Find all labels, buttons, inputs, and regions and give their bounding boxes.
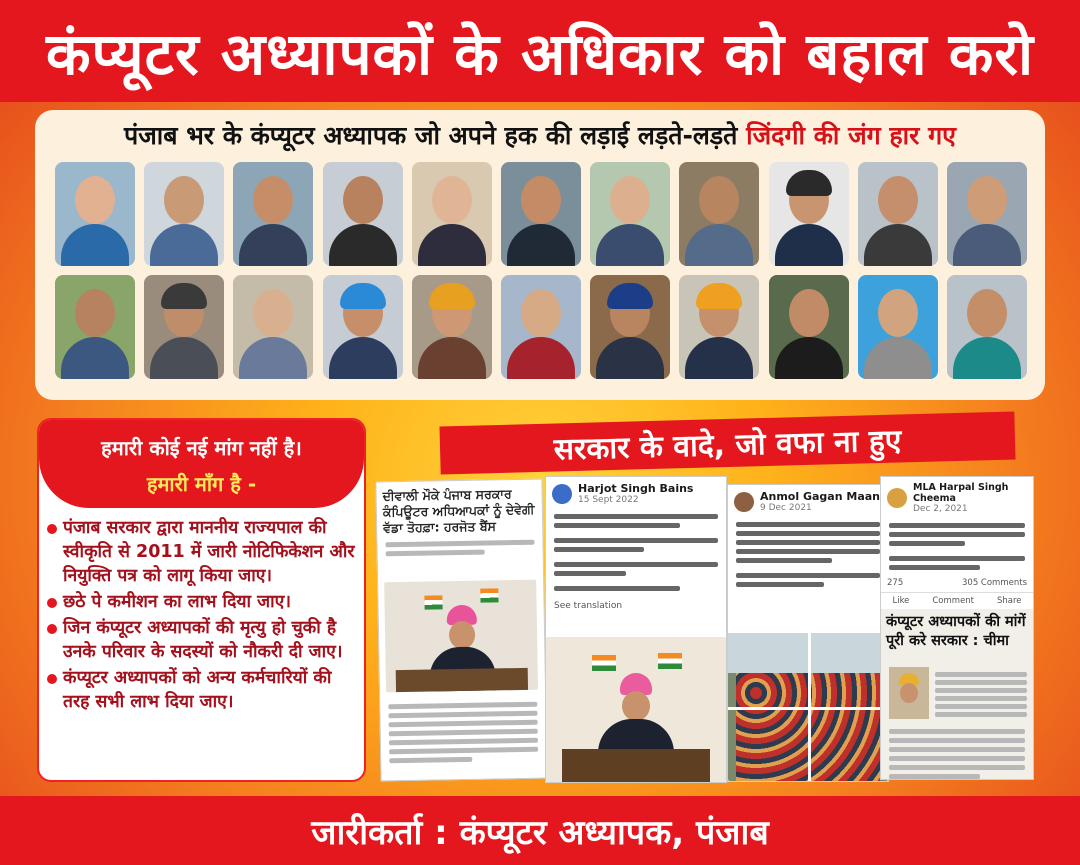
post-date: Dec 2, 2021: [913, 504, 968, 514]
text-line: [736, 582, 824, 587]
portrait-photo: [233, 162, 313, 266]
portrait-photo: [144, 162, 224, 266]
text-line: [736, 540, 880, 545]
reaction-count: 275: [887, 578, 904, 588]
memorial-panel: [35, 110, 1045, 400]
portrait-photo: [55, 275, 135, 379]
text-line: [736, 573, 880, 578]
avatar: [734, 492, 754, 512]
poster-name: MLA Harpal Singh Cheema: [913, 482, 1009, 504]
text-line: [389, 747, 538, 755]
comment-count: 305 Comments: [962, 578, 1027, 588]
portrait-photo: [233, 275, 313, 379]
post-date: 15 Sept 2022: [578, 495, 639, 505]
poster-name: Harjot Singh Bains: [578, 482, 694, 495]
promises-banner: [439, 411, 1015, 474]
text-line: [554, 586, 680, 591]
poster-name: Anmol Gagan Maan: [760, 490, 880, 503]
text-line: [386, 550, 485, 557]
text-line: [889, 565, 980, 570]
footer-banner: [0, 796, 1080, 865]
text-line: [736, 531, 880, 536]
portrait-photo: [501, 275, 581, 379]
demand-item: पंजाब सरकार द्वारा माननीय राज्यपाल की स्वीकृति से 2011 में जारी नोटिफिकेशन और नियुक्ति पत्र को लागू किया जाए।: [47, 516, 359, 588]
text-line: [389, 738, 538, 746]
newspaper-photo: [889, 667, 929, 719]
portrait-photo: [412, 162, 492, 266]
avatar: [552, 484, 572, 504]
portrait-photo: [947, 275, 1027, 379]
portrait-row-2: [55, 275, 1027, 379]
share-button[interactable]: Share: [996, 596, 1022, 606]
memorial-heading-black: पंजाब भर के कंप्यूटर अध्यापक जो अपने हक की लड़ाई लड़ते-लड़ते: [124, 121, 738, 150]
demand-item: जिन कंप्यूटर अध्यापकों की मृत्यु हो चुकी है उनके परिवार के सदस्यों को नौकरी दी जाए।: [47, 616, 359, 664]
portrait-photo: [412, 275, 492, 379]
portrait-photo: [769, 162, 849, 266]
post-date: 9 Dec 2021: [760, 503, 812, 513]
portrait-photo: [323, 275, 403, 379]
news-clip-1-title: ਦੀਵਾਲੀ ਮੌਕੇ ਪੰਜਾਬ ਸਰਕਾਰ ਕੰਪਿਊਟਰ ਅਧਿਆਪਕਾਂ ਨੂੰ ਦੇਵੇਗੀ ਵੱਡਾ ਤੋਹਫ਼ਾ: ਹਰਜੋਤ ਬੈਂਸ: [382, 486, 535, 536]
portrait-photo: [590, 162, 670, 266]
news-photo: [384, 580, 538, 693]
text-line: [889, 523, 1025, 528]
portrait-row-1: [55, 162, 1027, 266]
text-line: [554, 523, 680, 528]
portrait-photo: [947, 162, 1027, 266]
memorial-heading: [35, 118, 1045, 152]
text-line: [736, 522, 880, 527]
demand-item: छठे पे कमीशन का लाभ दिया जाए।: [47, 590, 359, 614]
portrait-photo: [501, 162, 581, 266]
portrait-photo: [858, 162, 938, 266]
demands-list: [47, 516, 359, 716]
fb-post-clip-4: [880, 476, 1034, 780]
text-line: [554, 571, 626, 576]
portrait-photo: [858, 275, 938, 379]
issuer-text: जारीकर्ता : कंप्यूटर अध्यापक, पंजाब: [311, 812, 769, 853]
demands-heading-box: [39, 420, 364, 508]
portrait-photo: [679, 275, 759, 379]
demands-heading-1: हमारी कोई नई मांग नहीं है।: [101, 436, 302, 460]
demands-heading-2: हमारी माँग है -: [146, 472, 257, 496]
text-line: [388, 702, 537, 710]
news-clip-1: [375, 479, 547, 782]
promises-banner-text: सरकार के वादे, जो वफा ना हुए: [553, 422, 902, 468]
comment-button[interactable]: Comment: [932, 596, 975, 606]
demands-panel: [37, 418, 366, 782]
post-photo: [546, 637, 726, 782]
portrait-photo: [323, 162, 403, 266]
portrait-photo: [590, 275, 670, 379]
text-line: [389, 720, 538, 728]
fb-post-clip-2: [545, 476, 727, 783]
portrait-photo: [679, 162, 759, 266]
text-line: [554, 547, 644, 552]
avatar: [887, 488, 907, 508]
portrait-photo: [144, 275, 224, 379]
portrait-photo: [55, 162, 135, 266]
portrait-photo: [769, 275, 849, 379]
text-line: [889, 556, 1025, 561]
text-line: [388, 711, 537, 719]
title-banner: [0, 0, 1080, 102]
text-line: [889, 541, 965, 546]
text-line: [554, 514, 718, 519]
text-line: [554, 538, 718, 543]
poster-title: कंप्यूटर अध्यापकों के अधिकार को बहाल करो: [46, 19, 1034, 88]
text-line: [736, 558, 832, 563]
newspaper-cutting: [881, 609, 1033, 779]
see-translation-link[interactable]: See translation: [554, 601, 623, 611]
text-line: [385, 540, 534, 548]
demand-item: कंप्यूटर अध्यापकों को अन्य कर्मचारियों की तरह सभी लाभ दिया जाए।: [47, 666, 359, 714]
like-button[interactable]: Like: [892, 596, 910, 606]
newspaper-headline: कंप्यूटर अध्यापकों की मांगें पूरी करे सरकार : चीमा: [886, 614, 1026, 649]
text-line: [389, 729, 538, 737]
portrait-grid: [55, 162, 1027, 388]
text-line: [389, 757, 472, 763]
memorial-heading-red: जिंदगी की जंग हार गए: [746, 121, 956, 150]
text-line: [554, 562, 718, 567]
text-line: [889, 532, 1025, 537]
protest-photo: [728, 633, 888, 781]
fb-post-clip-3: [727, 484, 889, 782]
text-line: [736, 549, 880, 554]
